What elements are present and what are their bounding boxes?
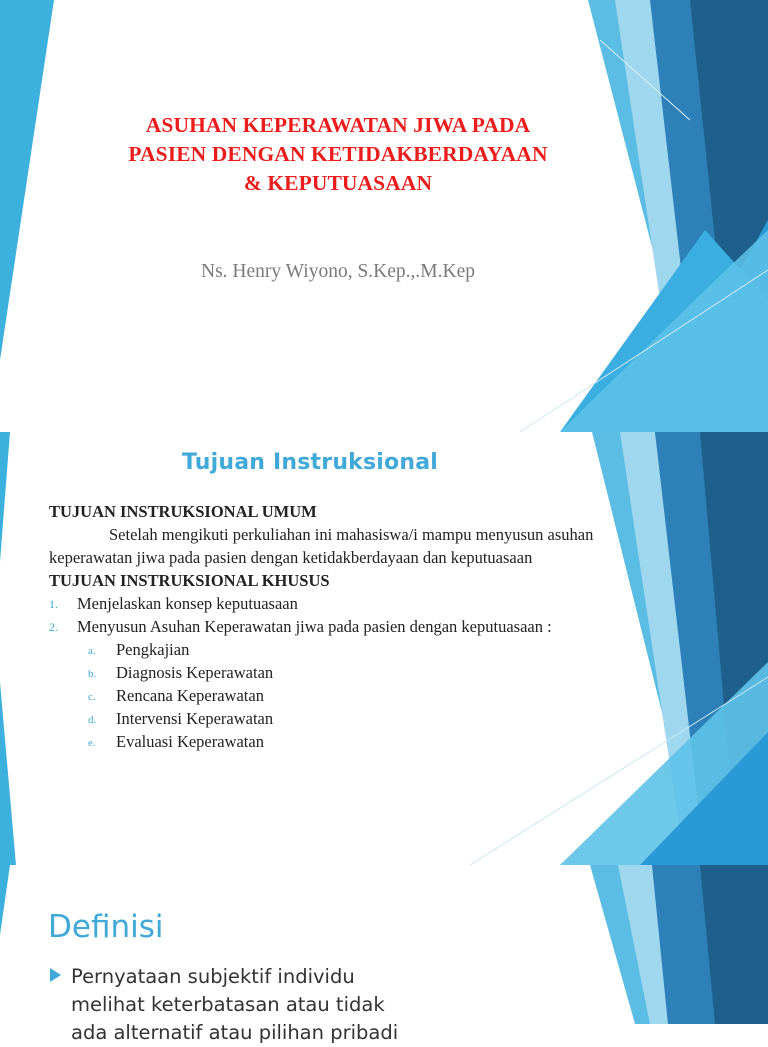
sub-list-item [49,707,609,730]
list-item-text: Menyusun Asuhan Keperawatan jiwa pada pasien dengan keputuasaan : [77,617,552,636]
list-marker: e. [88,737,96,749]
list-item-text: Evaluasi Keperawatan [116,732,264,751]
list-item-text: Menjelaskan konsep keputuasaan [77,594,298,613]
general-objective-heading: TUJUAN INSTRUKSIONAL UMUM [49,502,317,521]
bullet-arrow-icon [50,968,61,982]
list-marker: 1. [49,597,58,611]
list-item-text: Intervensi Keperawatan [116,709,274,728]
left-triangle-shape [0,682,16,865]
title-line: PASIEN DENGAN KETIDAKBERDAYAAN [128,142,548,166]
slide-title-heading: Tujuan Instruksional [181,450,439,475]
presentation-title [60,111,616,198]
numbered-item [49,592,609,615]
left-triangle-shape [0,0,54,360]
list-item-text: Diagnosis Keperawatan [116,663,274,682]
list-marker: d. [88,714,97,726]
slide-title-heading: Definisi [48,909,164,945]
numbered-item [49,615,609,638]
slide-definition [0,865,768,1044]
list-item-text: Rencana Keperawatan [116,686,264,705]
title-line: & KEPUTUASAAN [243,171,433,195]
bullet-line: ada alternatif atau pilihan pribadi [71,1021,399,1044]
list-marker: a. [88,645,96,657]
sub-list-item [49,730,609,753]
bullet-line: Pernyataan subjektif individu [71,965,355,988]
list-marker: c. [88,691,96,703]
slide-title [0,0,768,432]
slide-decoration [0,0,768,432]
specific-objective-heading: TUJUAN INSTRUKSIONAL KHUSUS [49,571,330,590]
sub-list-item [49,684,609,707]
list-marker: b. [88,668,97,680]
slide-objectives [0,432,768,865]
list-item-text: Pengkajian [116,640,190,659]
bullet-line: melihat keterbatasan atau tidak [71,993,385,1016]
objectives-body [49,500,609,753]
sub-list-item [49,661,609,684]
definition-bullet [50,963,450,1047]
general-objective-text: Setelah mengikuti perkuliahan ini mahasiswa/i mampu menyusun asuhan keperawatan jiwa pada pasien dengan ketidakberdayaan dan keputuasaan [49,525,594,567]
author-name: Ns. Henry Wiyono, S.Kep.,.M.Kep [201,261,475,282]
left-triangle-shape [0,865,10,935]
list-marker: 2. [49,620,58,634]
bullet-text [50,963,450,1047]
title-line: ASUHAN KEPERAWATAN JIWA PADA [145,113,531,137]
sub-list-item [49,638,609,661]
